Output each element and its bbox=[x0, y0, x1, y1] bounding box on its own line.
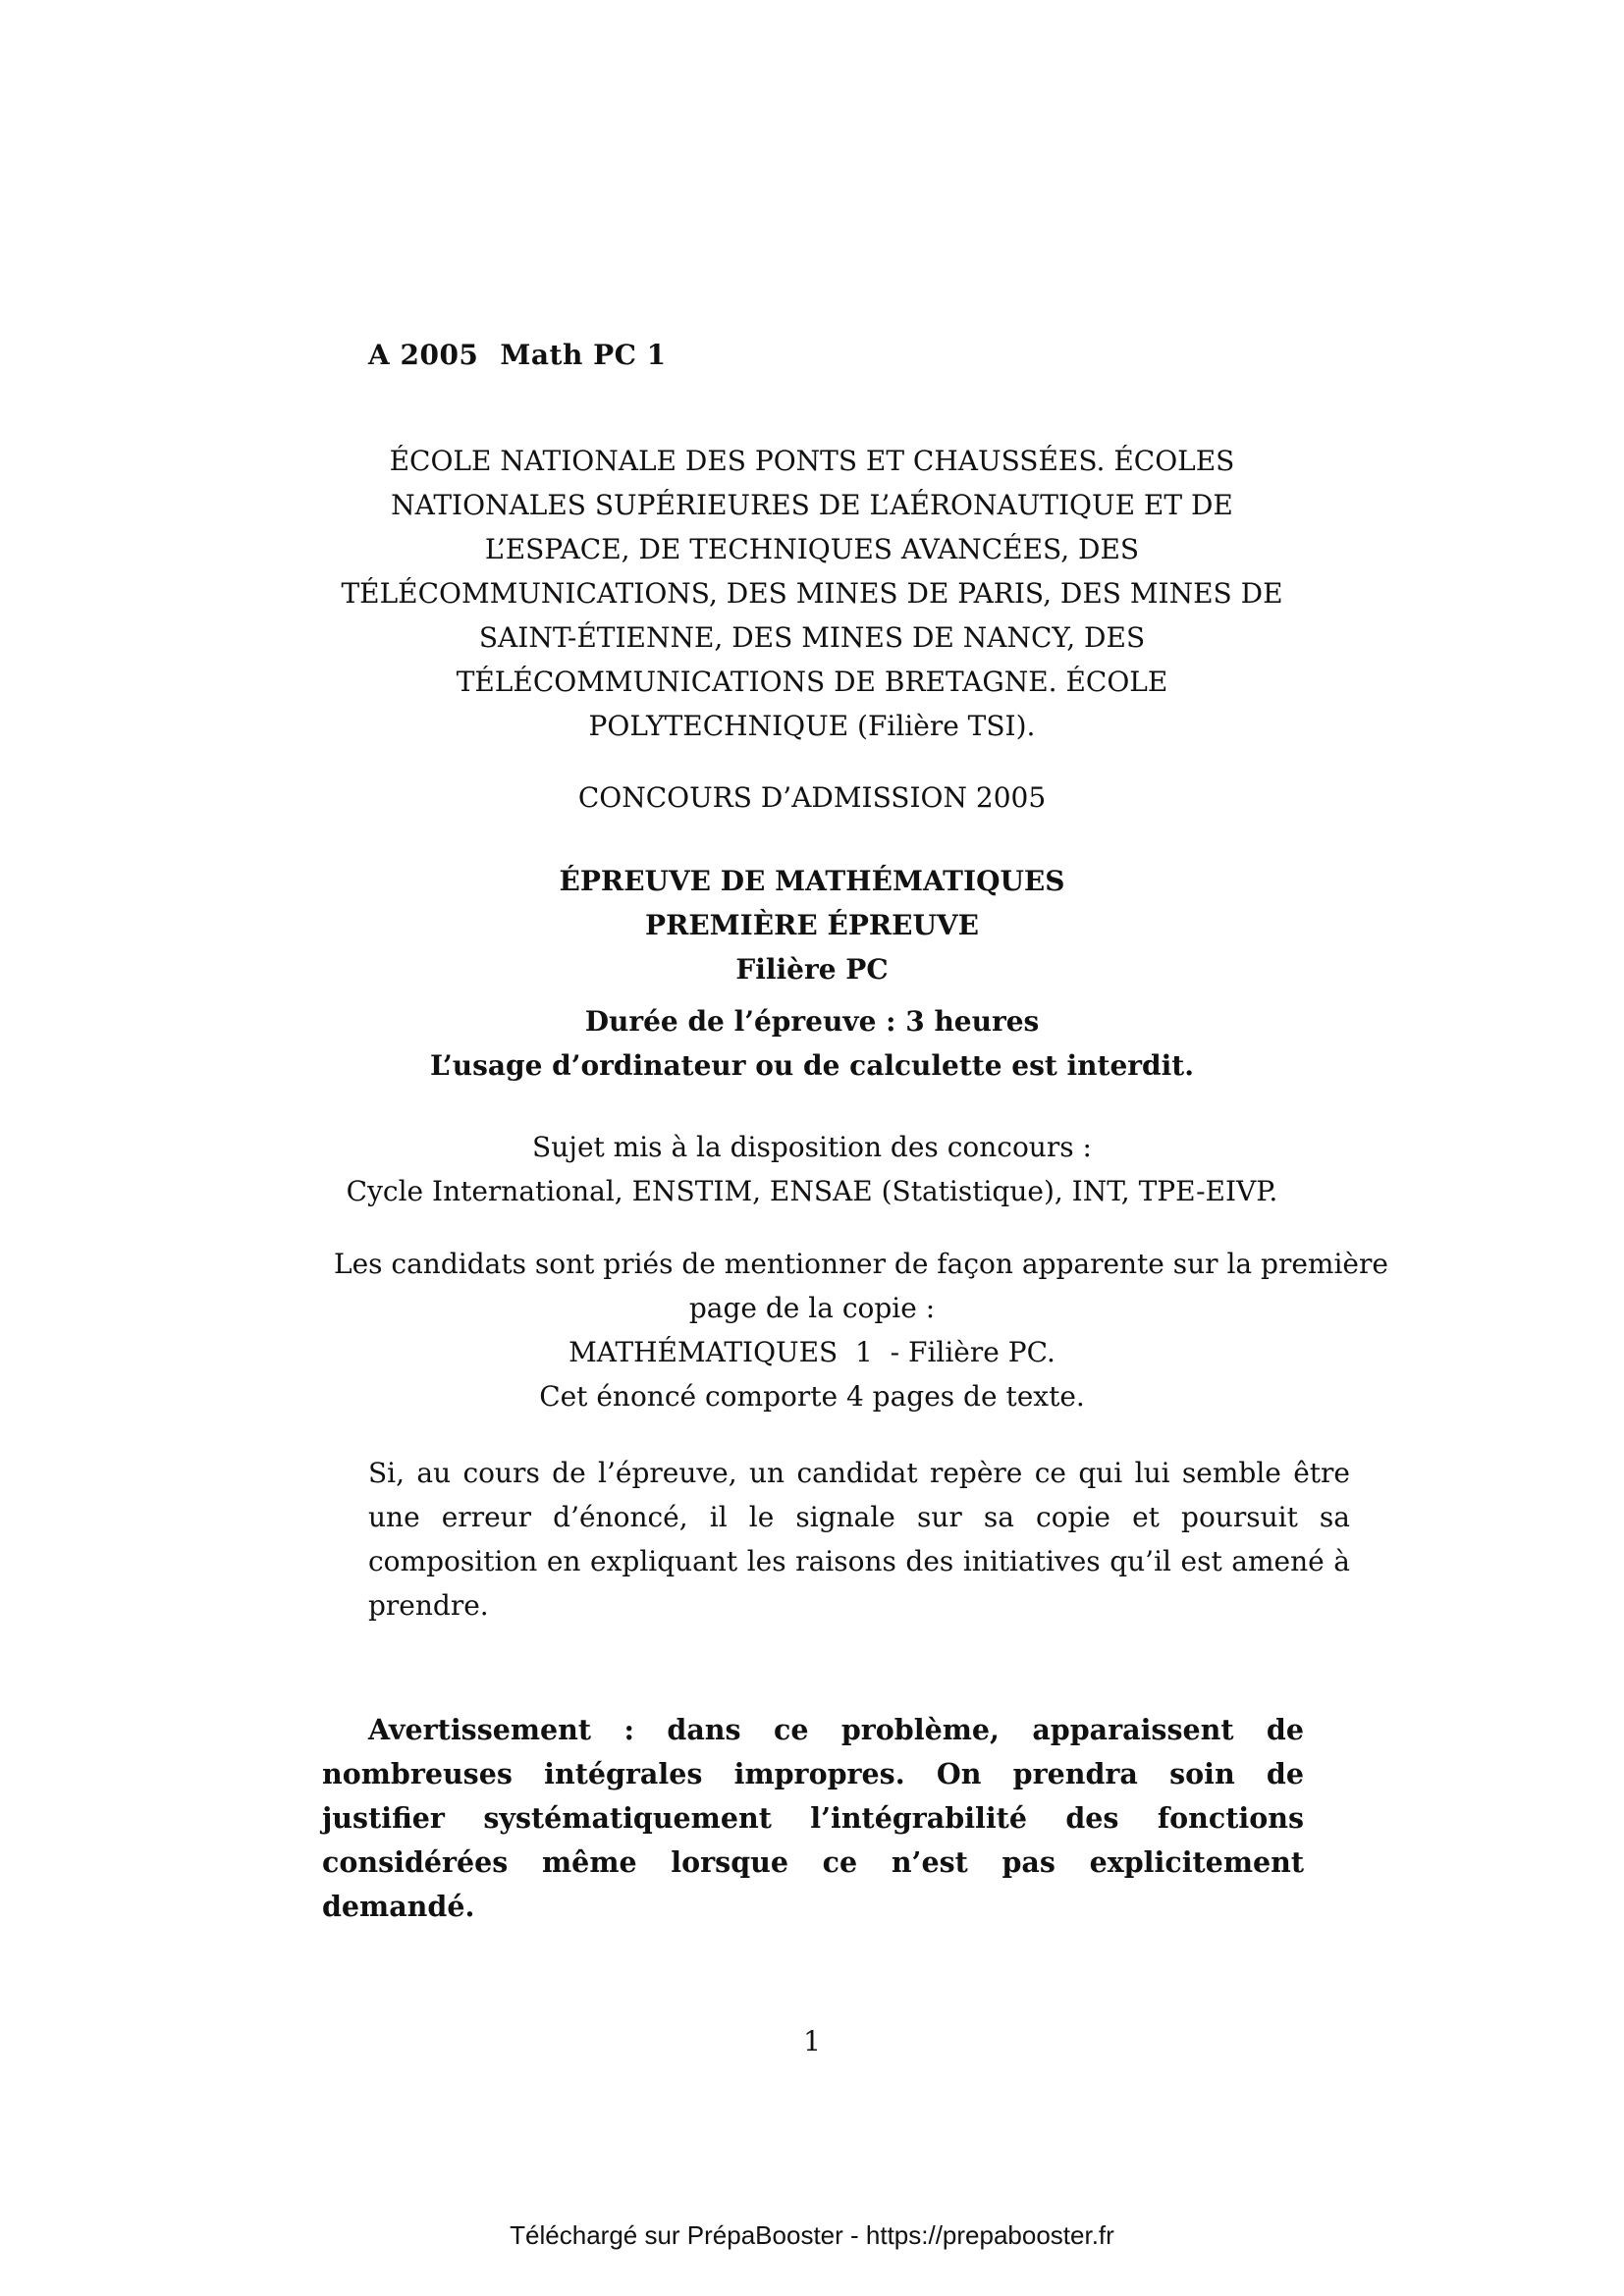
schools-list bbox=[334, 439, 1290, 748]
schools-line: TÉLÉCOMMUNICATIONS, DES MINES DE PARIS, DES MINES DE bbox=[341, 577, 1283, 610]
epreuve-filiere: Filière PC bbox=[735, 953, 889, 986]
duree-text: Durée de l’épreuve : 3 heures bbox=[584, 1005, 1040, 1038]
sujet-block bbox=[334, 1125, 1290, 1213]
schools-line: ÉCOLE NATIONALE DES PONTS ET CHAUSSÉES. ÉCOLES bbox=[389, 445, 1235, 477]
exam-code: A 2005 bbox=[368, 339, 479, 371]
schools-line: L’ESPACE, DE TECHNIQUES AVANCÉES, DES bbox=[484, 533, 1140, 565]
warning-paragraph bbox=[322, 1708, 1304, 1929]
schools-line: TÉLÉCOMMUNICATIONS DE BRETAGNE. ÉCOLE bbox=[456, 666, 1168, 698]
schools-line: NATIONALES SUPÉRIEURES DE L’AÉRONAUTIQUE ET DE bbox=[391, 489, 1233, 521]
exam-header bbox=[368, 339, 667, 371]
sujet-line: Sujet mis à la disposition des concours : bbox=[532, 1131, 1092, 1163]
candidats-line: Les candidats sont priés de mentionner de façon apparente sur la première bbox=[334, 1248, 1388, 1280]
calculator-rule: L’usage d’ordinateur ou de calculette est interdit. bbox=[430, 1049, 1194, 1082]
epreuve-block bbox=[334, 859, 1290, 991]
page-number: 1 bbox=[803, 2025, 821, 2057]
duree-block bbox=[334, 999, 1290, 1088]
download-footer: Téléchargé sur PrépaBooster - https://prepabooster.fr bbox=[510, 2220, 1114, 2250]
candidats-line: MATHÉMATIQUES 1 - Filière PC. bbox=[568, 1336, 1056, 1368]
erreur-paragraph: Si, au cours de l’épreuve, un candidat repère ce qui lui semble être une erreur d’énoncé, il le signale sur sa copie et poursuit sa composition en expliquant les raisons des initiatives qu’il est amené à prendre. bbox=[368, 1457, 1350, 1622]
epreuve-subtitle: PREMIÈRE ÉPREUVE bbox=[645, 909, 979, 941]
sujet-line: Cycle International, ENSTIM, ENSAE (Statistique), INT, TPE-EIVP. bbox=[346, 1175, 1278, 1207]
schools-line: SAINT-ÉTIENNE, DES MINES DE NANCY, DES bbox=[478, 621, 1146, 654]
exam-subject: Math PC 1 bbox=[500, 339, 667, 371]
candidats-line: page de la copie : bbox=[688, 1292, 936, 1324]
concours-title: CONCOURS D’ADMISSION 2005 bbox=[577, 781, 1047, 814]
schools-line: POLYTECHNIQUE (Filière TSI). bbox=[588, 710, 1036, 742]
warning-text: Avertissement : dans ce problème, apparaissent de nombreuses intégrales impropres. On prendra soin de justifier systématiquement l’intégrabilité des fonctions considérées même lorsque ce n’est pas explicitement demandé. bbox=[322, 1713, 1304, 1923]
candidats-line: Cet énoncé comporte 4 pages de texte. bbox=[539, 1380, 1085, 1413]
candidats-block bbox=[334, 1242, 1388, 1418]
epreuve-title: ÉPREUVE DE MATHÉMATIQUES bbox=[559, 865, 1065, 897]
